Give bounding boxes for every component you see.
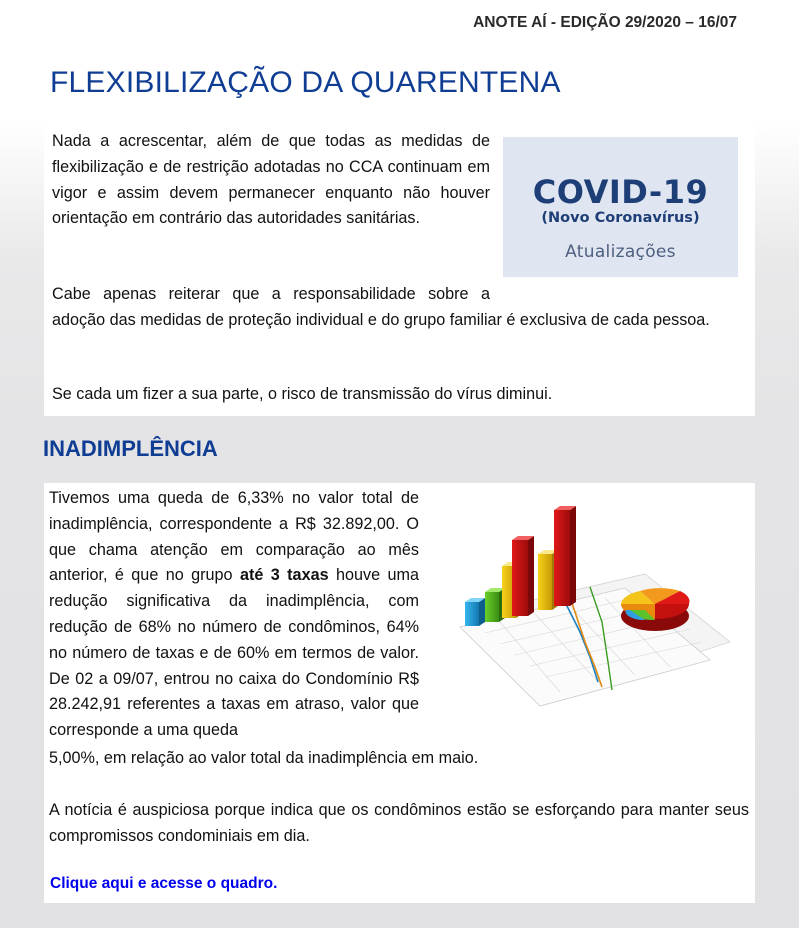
edition-header: ANOTE AÍ - EDIÇÃO 29/2020 – 16/07 (473, 14, 737, 31)
inadimplencia-text-part2: houve uma redução significativa da inadimplência, com redução de 68% no número de condôminos, 64% no número de taxas e de 60% em termos de valor. De 02 a 09/07, entrou no caixa do Condomínio R$ 28.242,91 referentes a taxas em atraso, valor que corresponde a uma queda (49, 566, 419, 740)
inadimplencia-text-part1: Tivemos uma queda de 6,33% no valor total de inadimplência, correspondente a R$ 32.892,00. O que chama atenção em comparação ao mês anterior, é que no grupo (49, 489, 419, 585)
inadimplencia-paragraph-2: A notícia é auspiciosa porque indica que os condôminos estão se esforçando para manter seus compromissos condominiais em dia. (49, 801, 749, 845)
bar-red (512, 536, 534, 616)
inadimplencia-paragraph-1 (49, 486, 419, 744)
covid-updates-text: Atualizações (565, 242, 676, 262)
quarantine-paragraph-2-start: Cabe apenas reiterar que a responsabilidade sobre a (52, 285, 490, 303)
pie-chart-3d (621, 588, 690, 631)
inadimplencia-bold-group: até 3 taxas (239, 566, 329, 585)
bar-red-2 (554, 506, 576, 606)
quarantine-paragraph-1: Nada a acrescentar, além de que todas as medidas de flexibilização e de restrição adotadas no CCA continuam em vigor e assim devem permanecer enquanto não houver orientação em contrário das autoridades sanitárias. (52, 132, 490, 228)
quarantine-paragraph-3: Se cada um fizer a sua parte, o risco de transmissão do vírus diminui. (52, 385, 553, 403)
section-title-inadimplencia: INADIMPLÊNCIA (43, 436, 218, 461)
view-table-link[interactable]: Clique aqui e acesse o quadro. (50, 875, 278, 892)
covid-title-text: COVID-19 (532, 173, 709, 211)
quarantine-paragraph-2-end: adoção das medidas de proteção individual e do grupo familiar é exclusiva de cada pessoa. (52, 311, 710, 329)
covid-update-image (503, 137, 738, 277)
inadimplencia-paragraph-1-tail: 5,00%, em relação ao valor total da inadimplência em maio. (49, 749, 479, 767)
bar-blue (465, 598, 485, 626)
bar-chart-illustration (440, 492, 730, 712)
covid-subtitle-text: (Novo Coronavírus) (541, 210, 700, 226)
page-title: FLEXIBILIZAÇÃO DA QUARENTENA (50, 66, 561, 99)
